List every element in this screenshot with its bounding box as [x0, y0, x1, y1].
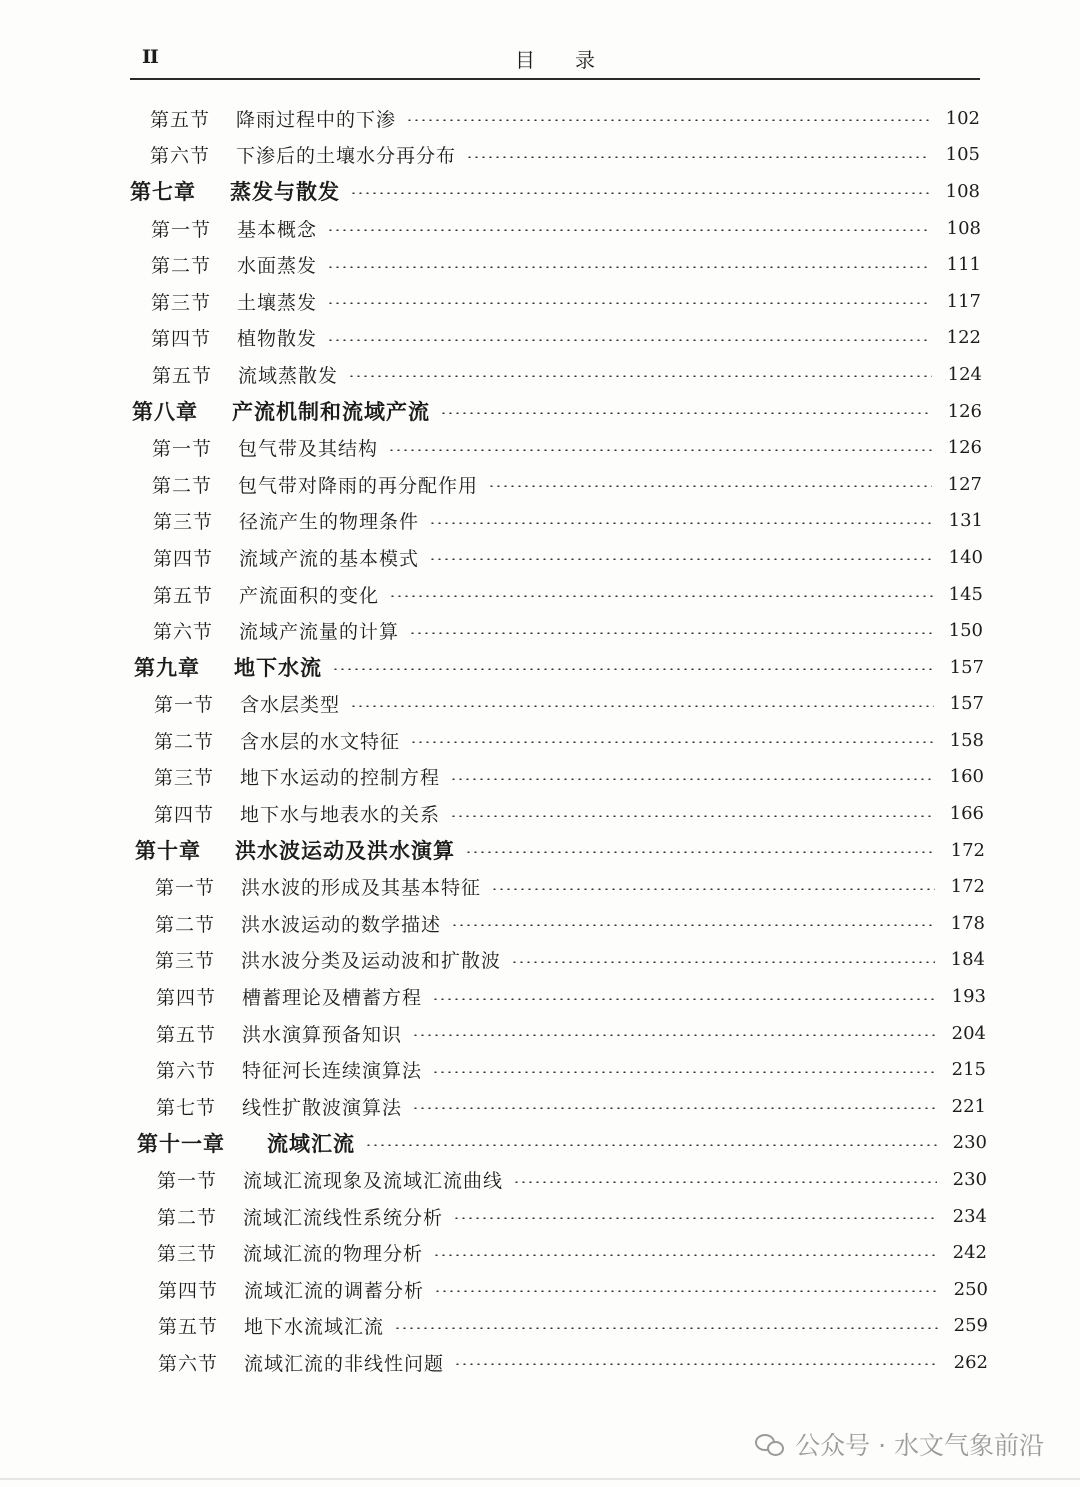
dot-leader [348, 375, 932, 377]
page-number: II [142, 46, 158, 68]
toc-chapter-row [0, 832, 1080, 869]
toc-label: 第四节 [154, 804, 215, 827]
toc-title: 洪水波的形成及其基本特征 [241, 877, 482, 900]
toc-label: 第十章 [135, 839, 201, 864]
toc-section-row [0, 210, 1080, 247]
toc-page-number: 178 [950, 912, 985, 934]
toc-page-number: 127 [947, 473, 982, 495]
toc-title: 包气带及其结构 [238, 438, 379, 461]
toc-label: 第六节 [153, 621, 214, 644]
dot-leader [410, 741, 934, 743]
toc-page-number: 230 [952, 1132, 987, 1154]
dot-leader [327, 339, 931, 341]
toc-label: 第四节 [153, 547, 214, 570]
toc-section-row [0, 1161, 1080, 1198]
dot-leader [511, 961, 935, 963]
toc-label: 第三节 [155, 950, 216, 973]
toc-page-number: 262 [953, 1351, 988, 1373]
toc-title: 线性扩散波演算法 [242, 1096, 403, 1119]
toc-page-number: 117 [946, 290, 981, 312]
toc-label: 第七节 [156, 1096, 217, 1119]
toc-label: 第一节 [157, 1170, 218, 1193]
toc-section-row [0, 429, 1080, 466]
toc-title: 降雨过程中的下渗 [236, 108, 397, 131]
toc-page-number: 111 [946, 254, 981, 276]
watermark-text: 公众号 · 水文气象前沿 [795, 1431, 1044, 1460]
toc-section-row [0, 1344, 1080, 1381]
toc-label: 第五节 [152, 364, 213, 387]
toc-page-number: 221 [951, 1095, 986, 1117]
toc-page-number: 158 [949, 729, 984, 751]
toc-label: 第三节 [157, 1243, 218, 1266]
toc-page-number: 108 [945, 180, 980, 202]
toc-label: 第七章 [130, 180, 196, 205]
dot-leader [488, 485, 932, 487]
toc-page-number: 157 [949, 693, 984, 715]
toc-chapter-row [0, 173, 1080, 210]
toc-section-row [0, 100, 1080, 137]
dot-leader [327, 302, 931, 304]
toc-section-row [0, 978, 1080, 1015]
toc-title: 产流机制和流域产流 [232, 400, 430, 425]
dot-leader [389, 595, 933, 597]
toc-title: 流域汇流现象及流域汇流曲线 [243, 1170, 504, 1193]
toc-title: 含水层类型 [240, 694, 341, 717]
toc-chapter-row [0, 393, 1080, 430]
toc-section-row [0, 1234, 1080, 1271]
toc-page-number: 242 [952, 1242, 987, 1264]
watermark [755, 1424, 1044, 1464]
toc-title: 蒸发与散发 [230, 180, 340, 205]
dot-leader [429, 558, 933, 560]
toc-label: 第一节 [154, 694, 215, 717]
toc-section-row [0, 722, 1080, 759]
toc-section-row [0, 1271, 1080, 1308]
dot-leader [406, 119, 930, 121]
dot-leader [450, 778, 934, 780]
toc-page-number: 105 [945, 144, 980, 166]
toc-title: 径流产生的物理条件 [239, 511, 420, 534]
dot-leader [388, 449, 932, 451]
dot-leader [409, 632, 933, 634]
toc-label: 第八章 [132, 400, 198, 425]
toc-page-number: 193 [951, 986, 986, 1008]
dot-leader [440, 412, 932, 414]
toc-title: 流域汇流的调蓄分析 [244, 1279, 425, 1302]
toc-title: 产流面积的变化 [239, 584, 380, 607]
toc-title: 特征河长连续演算法 [242, 1060, 423, 1083]
toc-label: 第一节 [152, 438, 213, 461]
toc-page-number: 140 [948, 546, 983, 568]
dot-leader [513, 1181, 937, 1183]
toc-title: 流域汇流的物理分析 [243, 1243, 424, 1266]
toc-title: 洪水波运动及洪水演算 [235, 839, 455, 864]
toc-label: 第四节 [158, 1279, 219, 1302]
bottom-divider [0, 1478, 1080, 1480]
toc-page-number: 160 [949, 766, 984, 788]
toc-section-row [0, 942, 1080, 979]
toc-label: 第九章 [134, 656, 200, 681]
toc-title: 地下水运动的控制方程 [240, 767, 441, 790]
toc-section-row [0, 246, 1080, 283]
toc-title: 地下水与地表水的关系 [240, 804, 441, 827]
toc-section-row [0, 1051, 1080, 1088]
dot-leader [365, 1144, 937, 1146]
dot-leader [432, 998, 936, 1000]
toc-label: 第五节 [153, 584, 214, 607]
toc-section-row [0, 905, 1080, 942]
toc-title: 水面蒸发 [237, 255, 318, 278]
toc-label: 第三节 [153, 511, 214, 534]
toc-label: 第五节 [156, 1023, 217, 1046]
toc-title: 流域蒸散发 [238, 364, 339, 387]
toc-page-number: 150 [948, 620, 983, 642]
toc-page-number: 259 [953, 1315, 988, 1337]
toc-label: 第二节 [155, 913, 216, 936]
page-header [130, 38, 980, 80]
toc-page-number: 250 [953, 1278, 988, 1300]
wechat-icon [755, 1429, 785, 1459]
toc-section-row [0, 1015, 1080, 1052]
dot-leader [454, 1363, 938, 1365]
toc-label: 第五节 [150, 108, 211, 131]
toc-title: 基本概念 [237, 218, 318, 241]
dot-leader [466, 156, 930, 158]
toc-title: 流域汇流的非线性问题 [244, 1352, 445, 1375]
dot-leader [434, 1290, 938, 1292]
toc-title: 下渗后的土壤水分再分布 [236, 145, 457, 168]
dot-leader [350, 192, 930, 194]
toc-label: 第四节 [151, 328, 212, 351]
toc-page-number: 126 [947, 437, 982, 459]
dot-leader [432, 1071, 936, 1073]
toc-title: 流域汇流 [267, 1131, 355, 1156]
toc-section-row [0, 503, 1080, 540]
dot-leader [433, 1254, 937, 1256]
toc-label: 第六节 [158, 1352, 219, 1375]
toc-title: 洪水波分类及运动波和扩散波 [241, 950, 502, 973]
dot-leader [394, 1327, 938, 1329]
toc-title: 流域产流量的计算 [239, 621, 400, 644]
dot-leader [450, 815, 934, 817]
dot-leader [327, 229, 931, 231]
toc-label: 第二节 [152, 474, 213, 497]
toc-page-number: 234 [952, 1205, 987, 1227]
toc-page-number: 126 [947, 400, 982, 422]
toc-label: 第六节 [150, 145, 211, 168]
toc-page-number: 108 [946, 217, 981, 239]
toc-section-row [0, 795, 1080, 832]
toc-page-number: 172 [950, 876, 985, 898]
toc-label: 第五节 [158, 1316, 219, 1339]
dot-leader [491, 888, 935, 890]
toc-title: 流域产流的基本模式 [239, 547, 420, 570]
toc-section-row [0, 868, 1080, 905]
toc-section-row [0, 356, 1080, 393]
toc-page-number: 145 [948, 583, 983, 605]
toc-label: 第六节 [156, 1060, 217, 1083]
toc-page-number: 122 [946, 327, 981, 349]
toc-label: 第二节 [151, 255, 212, 278]
toc-title: 地下水流域汇流 [244, 1316, 385, 1339]
dot-leader [451, 924, 935, 926]
dot-leader [429, 522, 933, 524]
toc-section-row [0, 283, 1080, 320]
toc-label: 第十一章 [137, 1131, 225, 1156]
dot-leader [332, 668, 934, 670]
table-of-contents [0, 100, 1080, 1381]
dot-leader [465, 851, 935, 853]
toc-page-number: 230 [952, 1169, 987, 1191]
toc-page-number: 166 [949, 803, 984, 825]
toc-page-number: 157 [949, 656, 984, 678]
toc-section-row [0, 539, 1080, 576]
toc-section-row [0, 612, 1080, 649]
toc-label: 第二节 [154, 730, 215, 753]
toc-section-row [0, 686, 1080, 723]
toc-title: 流域汇流线性系统分析 [243, 1206, 444, 1229]
dot-leader [412, 1034, 936, 1036]
toc-title: 地下水流 [234, 656, 322, 681]
toc-section-row [0, 759, 1080, 796]
toc-chapter-row [0, 649, 1080, 686]
toc-title: 槽蓄理论及槽蓄方程 [242, 987, 423, 1010]
page-title: 目录 [515, 48, 635, 72]
toc-label: 第三节 [151, 291, 212, 314]
toc-page-number: 102 [945, 107, 980, 129]
toc-title: 包气带对降雨的再分配作用 [238, 474, 479, 497]
toc-section-row [0, 1198, 1080, 1235]
toc-section-row [0, 466, 1080, 503]
toc-section-row [0, 1088, 1080, 1125]
toc-title: 含水层的水文特征 [240, 730, 401, 753]
dot-leader [350, 705, 934, 707]
toc-label: 第三节 [154, 767, 215, 790]
toc-label: 第四节 [156, 987, 217, 1010]
dot-leader [412, 1107, 936, 1109]
toc-label: 第二节 [157, 1206, 218, 1229]
toc-section-row [0, 576, 1080, 613]
toc-page-number: 124 [947, 363, 982, 385]
toc-title: 洪水波运动的数学描述 [241, 913, 442, 936]
dot-leader [453, 1217, 937, 1219]
toc-section-row [0, 1308, 1080, 1345]
toc-page-number: 131 [948, 510, 983, 532]
toc-title: 植物散发 [237, 328, 318, 351]
toc-page-number: 204 [951, 1022, 986, 1044]
toc-page-number: 172 [950, 839, 985, 861]
toc-title: 土壤蒸发 [237, 291, 318, 314]
toc-section-row [0, 137, 1080, 174]
toc-chapter-row [0, 1125, 1080, 1162]
toc-section-row [0, 320, 1080, 357]
toc-page-number: 215 [951, 1059, 986, 1081]
toc-title: 洪水演算预备知识 [242, 1023, 403, 1046]
toc-page-number: 184 [950, 949, 985, 971]
toc-label: 第一节 [155, 877, 216, 900]
dot-leader [327, 266, 931, 268]
toc-label: 第一节 [151, 218, 212, 241]
